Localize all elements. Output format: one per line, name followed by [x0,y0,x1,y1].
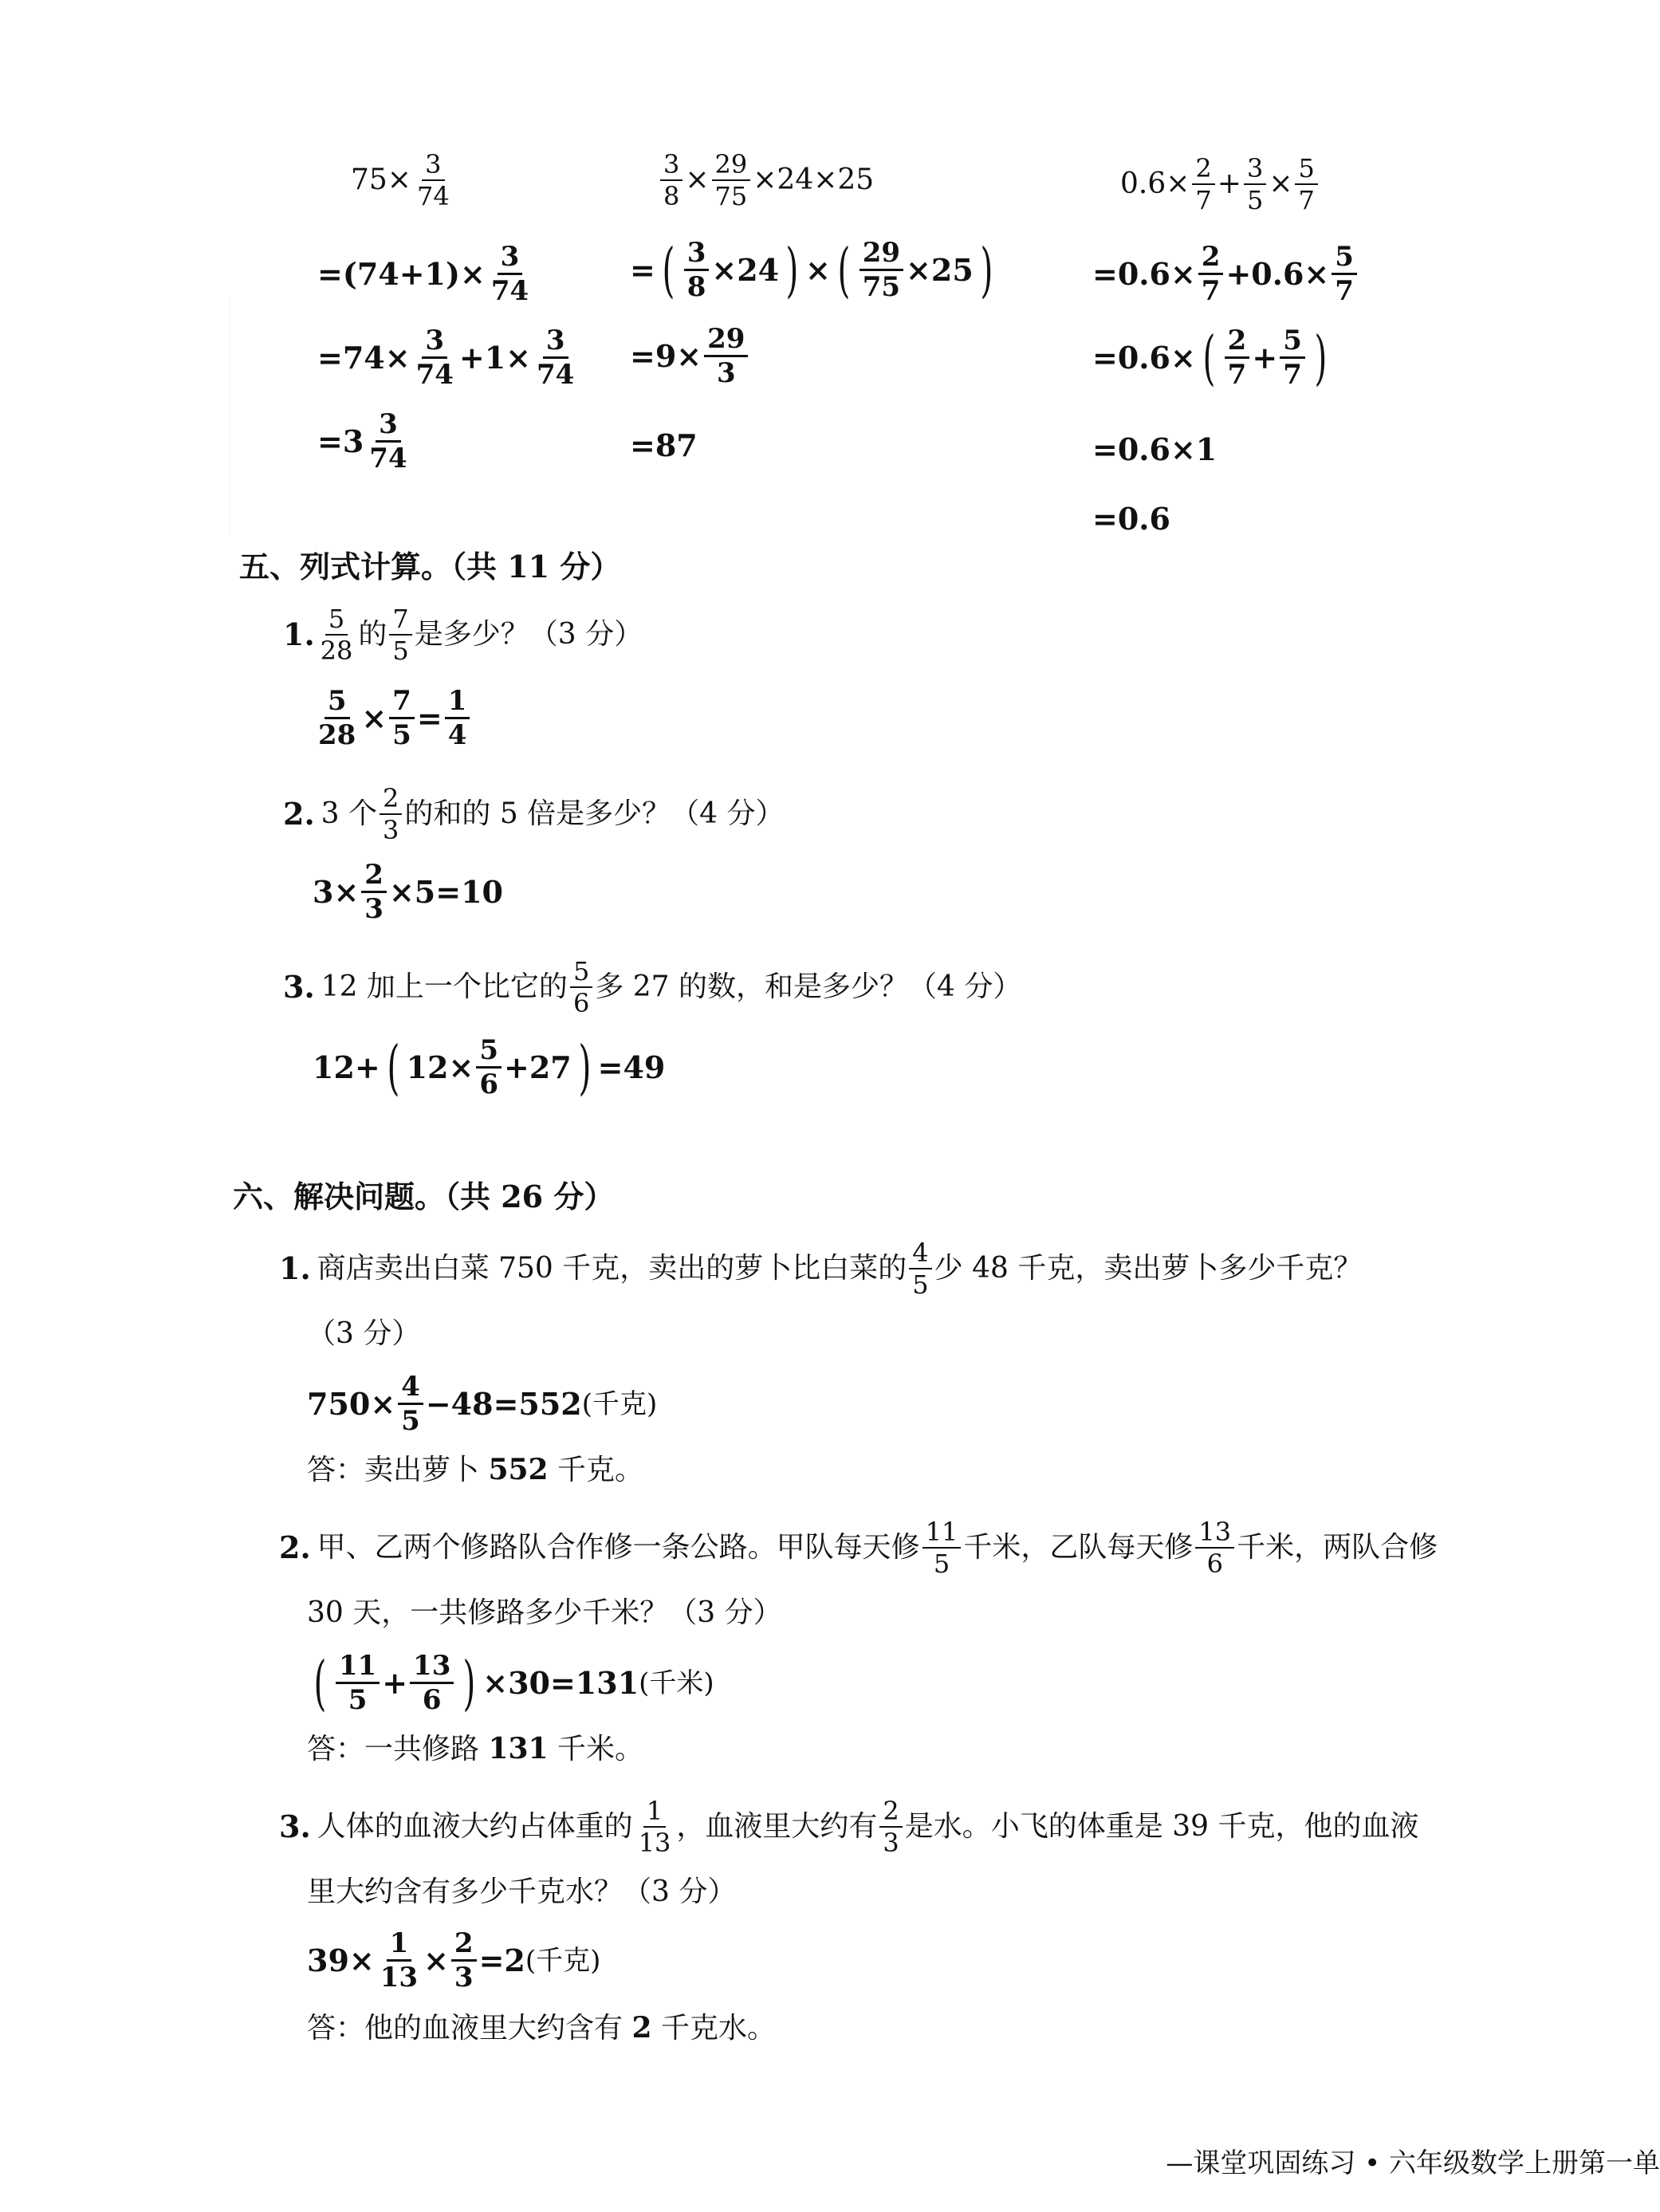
denominator: 6 [479,1069,499,1100]
denominator: 6 [422,1684,442,1716]
fraction [414,149,453,211]
fraction [909,1238,931,1300]
text: × [423,1942,449,1978]
left-paren: ( [313,1648,327,1718]
text: 75× [351,163,411,196]
denominator: 75 [714,181,748,211]
question-number: 1. [279,1250,311,1286]
text: −48=552 [425,1385,582,1422]
text: 多 27 的数，和是多少？（4 分） [595,970,1022,1003]
s6-q2-answer [307,1648,714,1718]
text: ×24×25 [753,163,875,196]
text: + [382,1664,408,1701]
fraction [445,687,470,749]
calc3-result: =0.6 [1092,501,1170,537]
denominator: 5 [912,1269,929,1300]
denominator: 5 [1246,185,1264,215]
calc3-step2 [1092,323,1334,392]
s6-q1-reply [307,1455,643,1485]
text: 的 [358,618,387,651]
fraction [476,1034,502,1100]
s6-q3-reply [307,2013,776,2043]
numerator: 5 [570,958,592,988]
numerator: 3 [376,411,401,443]
unit: (千克) [525,1944,601,1977]
fraction [879,1798,902,1856]
text: 千克。 [548,1454,644,1486]
fraction [1280,325,1305,391]
numerator: 3 [1244,155,1266,185]
text: 的和的 5 倍是多少？（4 分） [404,797,785,830]
fraction [704,325,748,387]
fraction [315,687,359,749]
text: =(74+1)× [317,255,486,292]
calc1-step1 [317,243,534,305]
fraction [660,149,682,211]
fraction [410,1652,454,1714]
numerator: 2 [1225,327,1250,359]
left-paren: ( [387,1033,400,1102]
fraction [1195,1517,1234,1579]
numerator: 13 [410,1652,454,1684]
question-number: 1. [283,616,315,652]
right-paren: ) [980,235,993,305]
fraction [1192,155,1214,213]
text: +1× [458,339,532,376]
s6-q2-reply [307,1734,643,1764]
value: 2 [631,2011,652,2045]
numerator: 5 [1280,327,1305,359]
fraction [377,1927,421,1994]
text: 千克水。 [651,2012,776,2045]
denominator: 3 [716,357,736,389]
text: ×24 [711,251,780,288]
text: 答：一共修路 [307,1733,489,1765]
fraction [860,239,903,301]
denominator: 4 [447,719,467,751]
denominator: 74 [416,181,450,211]
denominator: 7 [1298,185,1315,215]
numerator: 2 [1192,155,1214,185]
right-paren: ) [785,235,799,305]
fraction [1332,243,1357,305]
value: 552 [488,1453,549,1486]
fraction [336,1652,380,1714]
text: 答：卖出萝卜 [307,1454,489,1486]
fraction [1198,243,1224,305]
s5-q3-question [283,958,1021,1016]
numerator: 7 [389,687,415,719]
fraction [380,785,402,843]
text: + [1252,339,1278,376]
s5-q3-answer [313,1033,666,1102]
fraction [451,1927,477,1994]
fraction [1295,155,1317,213]
numerator: 5 [325,606,348,636]
fraction [361,861,387,923]
denominator: 13 [638,1828,671,1858]
denominator: 75 [862,271,901,303]
calc1-step2 [317,325,580,391]
s6-q2-question [279,1517,1438,1579]
section5-title: 五、列式计算。（共 11 分） [239,549,621,584]
text: 人体的血液大约占体重的 [317,1810,633,1843]
fraction [317,604,356,666]
numerator: 2 [451,1930,477,1962]
denominator: 74 [537,359,575,391]
text: =3 [317,423,364,459]
numerator: 1 [445,687,470,719]
numerator: 3 [543,327,568,359]
text: 少 48 千克，卖出萝卜多少千克？ [934,1252,1363,1285]
text: 12× [406,1049,474,1085]
denominator: 74 [490,275,529,307]
unit: (千克) [581,1387,658,1420]
numerator: 7 [389,606,411,636]
numerator: 11 [922,1519,962,1549]
text: × [1269,167,1293,200]
denominator: 3 [383,815,399,845]
numerator: 3 [422,327,447,359]
fraction [413,325,457,391]
numerator: 2 [380,785,402,815]
denominator: 5 [392,719,411,751]
denominator: 8 [663,181,680,211]
text: 千米，乙队每天修 [963,1531,1194,1564]
calc2-step2 [630,325,750,387]
text: 甲、乙两个修路队合作修一条公路。甲队每天修 [317,1531,920,1564]
numerator: 3 [422,152,444,181]
denominator: 7 [1227,359,1247,391]
text: 是水。小飞的体重是 39 千克，他的血液 [904,1810,1419,1843]
value: 131 [488,1732,549,1765]
text: 0.6× [1120,167,1190,200]
calc3-step3: =0.6×1 [1092,431,1217,467]
question-number: 3. [283,969,315,1005]
s5-q2-question [283,785,785,843]
numerator: 5 [325,687,350,719]
numerator: 1 [643,1798,666,1828]
numerator: 4 [398,1373,423,1405]
text: ×30=131 [482,1664,639,1701]
text: =49 [597,1049,666,1085]
calc2-problem [658,149,875,211]
section6-title: 六、解决问题。（共 26 分） [233,1179,615,1214]
fraction [684,239,710,301]
denominator: 28 [318,719,356,751]
denominator: 3 [364,893,384,925]
text: 答：他的血液里大约含有 [307,2012,632,2045]
numerator: 29 [860,239,903,271]
right-paren: ) [462,1648,476,1718]
calc1-problem [351,149,455,211]
denominator: 6 [572,988,590,1018]
fraction [389,687,415,749]
text: +0.6× [1225,255,1330,292]
s6-q2-question-cont: 30 天，一共修路多少千米？（3 分） [307,1596,782,1629]
fraction [922,1517,962,1579]
s6-q1-question [279,1238,1363,1300]
text: × [685,163,710,196]
calc2-result: =87 [630,427,698,463]
numerator: 5 [1332,243,1357,275]
text: ×25 [906,251,974,288]
question-number: 2. [283,796,315,832]
s6-q3-question [279,1798,1418,1856]
denominator: 74 [369,443,407,474]
right-paren: ) [1314,323,1328,392]
numerator: 5 [1295,155,1317,185]
fraction [635,1798,675,1856]
fraction [488,243,532,305]
fraction [398,1373,423,1435]
left-paren: ( [837,235,851,305]
calc2-step1 [630,235,1000,305]
s5-q1-answer [313,687,472,749]
numerator: 13 [1195,1519,1234,1549]
text: =2 [478,1942,525,1978]
text: 39× [307,1942,375,1978]
denominator: 13 [380,1962,419,1994]
denominator: 5 [401,1405,420,1437]
calc1-result [317,408,413,474]
s6-q1-points: （3 分） [307,1317,421,1350]
question-number: 2. [279,1529,311,1565]
numerator: 3 [684,239,710,271]
denominator: 7 [1201,275,1221,307]
page-footer: —课堂巩固练习 • 六年级数学上册第一单 [1166,2147,1660,2179]
text: +27 [504,1049,572,1085]
calc3-problem [1120,155,1320,213]
numerator: 1 [387,1930,412,1962]
right-paren: ) [578,1033,592,1102]
text: 千米，两队合修 [1237,1531,1438,1564]
text: = [630,251,655,288]
text: 12 加上一个比它的 [321,970,568,1003]
fraction [533,325,577,391]
s6-q3-answer [307,1927,601,1994]
text: × [361,699,387,736]
text: =0.6× [1092,339,1196,376]
numerator: 3 [498,243,523,275]
denominator: 7 [1283,359,1302,391]
numerator: 5 [476,1037,502,1069]
text: = [416,699,443,736]
s5-q2-answer [313,861,503,923]
fraction [1225,325,1250,391]
denominator: 3 [883,1828,899,1858]
left-paren: ( [1202,323,1216,392]
calc3-step1 [1092,243,1359,305]
fraction [366,408,410,474]
text: 商店卖出白菜 750 千克，卖出的萝卜比白菜的 [317,1252,907,1285]
left-paren: ( [662,235,675,305]
denominator: 7 [1335,275,1354,307]
numerator: 2 [879,1798,902,1828]
text: 12+ [313,1049,380,1085]
numerator: 4 [909,1240,931,1269]
s6-q1-answer [307,1373,657,1435]
text: =0.6× [1092,255,1196,292]
text: =74× [317,339,411,376]
denominator: 6 [1206,1549,1223,1579]
denominator: 5 [933,1549,950,1579]
numerator: 29 [712,152,751,181]
s5-q1-question [283,604,643,666]
denominator: 5 [392,636,409,666]
text: 千米。 [548,1733,644,1765]
numerator: 2 [1198,243,1224,275]
text: ，血液里大约有 [676,1810,878,1843]
text: + [1217,167,1241,200]
numerator: 29 [704,325,748,357]
s6-q3-question-cont: 里大约含有多少千克水？（3 分） [307,1875,737,1908]
denominator: 5 [348,1684,368,1716]
text: 3 个 [321,797,378,830]
denominator: 7 [1195,185,1212,215]
text: ×5=10 [388,873,503,910]
fraction [389,604,411,666]
numerator: 3 [660,152,682,181]
fraction [570,958,592,1016]
denominator: 28 [320,636,353,666]
text: 750× [307,1385,396,1422]
denominator: 3 [454,1962,474,1994]
fraction [712,149,751,211]
denominator: 8 [686,271,706,303]
text: =9× [630,337,702,374]
question-number: 3. [279,1809,311,1844]
text: × [805,251,831,288]
fraction [1244,155,1266,213]
unit: (千米) [639,1667,714,1699]
numerator: 11 [336,1652,380,1684]
denominator: 74 [415,359,454,391]
text: 是多少？（3 分） [414,618,643,651]
text: 3× [313,873,360,910]
numerator: 2 [361,861,387,893]
